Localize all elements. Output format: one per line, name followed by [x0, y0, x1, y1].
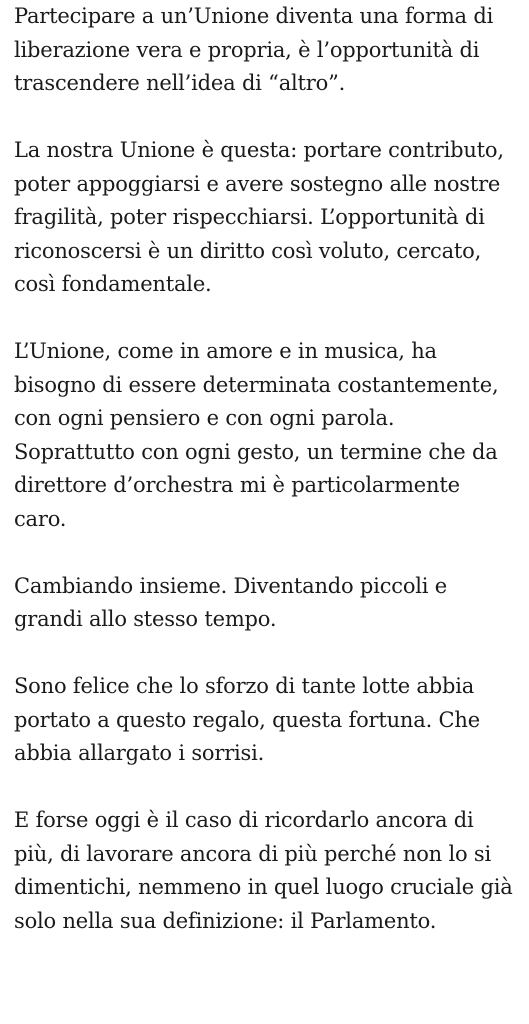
paragraph-3: L’Unione, come in amore e in musica, ha bisogno di essere determinata costantemente, con ogni pensiero e con ogni parola. Soprattutto con ogni gesto, un termine che da direttore d’orchestra mi è particolarmente caro.: [14, 339, 499, 531]
paragraph-4: Cambiando insieme. Diventando piccoli e grandi allo stesso tempo.: [14, 573, 447, 631]
paragraph-5: Sono felice che lo sforzo di tante lotte abbia portato a questo regalo, questa fortuna. Che abbia allargato i sorrisi.: [14, 674, 480, 765]
paragraph-6: E forse oggi è il caso di ricordarlo ancora di più, di lavorare ancora di più perché non lo si dimentichi, nemmeno in quel luogo cruciale già solo nella sua definizione: il Parlamento.: [14, 808, 513, 933]
paragraph-1: Partecipare a un’Unione diventa una forma di liberazione vera e propria, è l’opportunità di trascendere nell’idea di “altro”.: [14, 4, 494, 95]
paragraph-2: La nostra Unione è questa: portare contributo, poter appoggiarsi e avere sostegno alle nostre fragilità, poter rispecchiarsi. L’opportunità di riconoscersi è un diritto così voluto, cercato, così fondamentale.: [14, 138, 504, 296]
